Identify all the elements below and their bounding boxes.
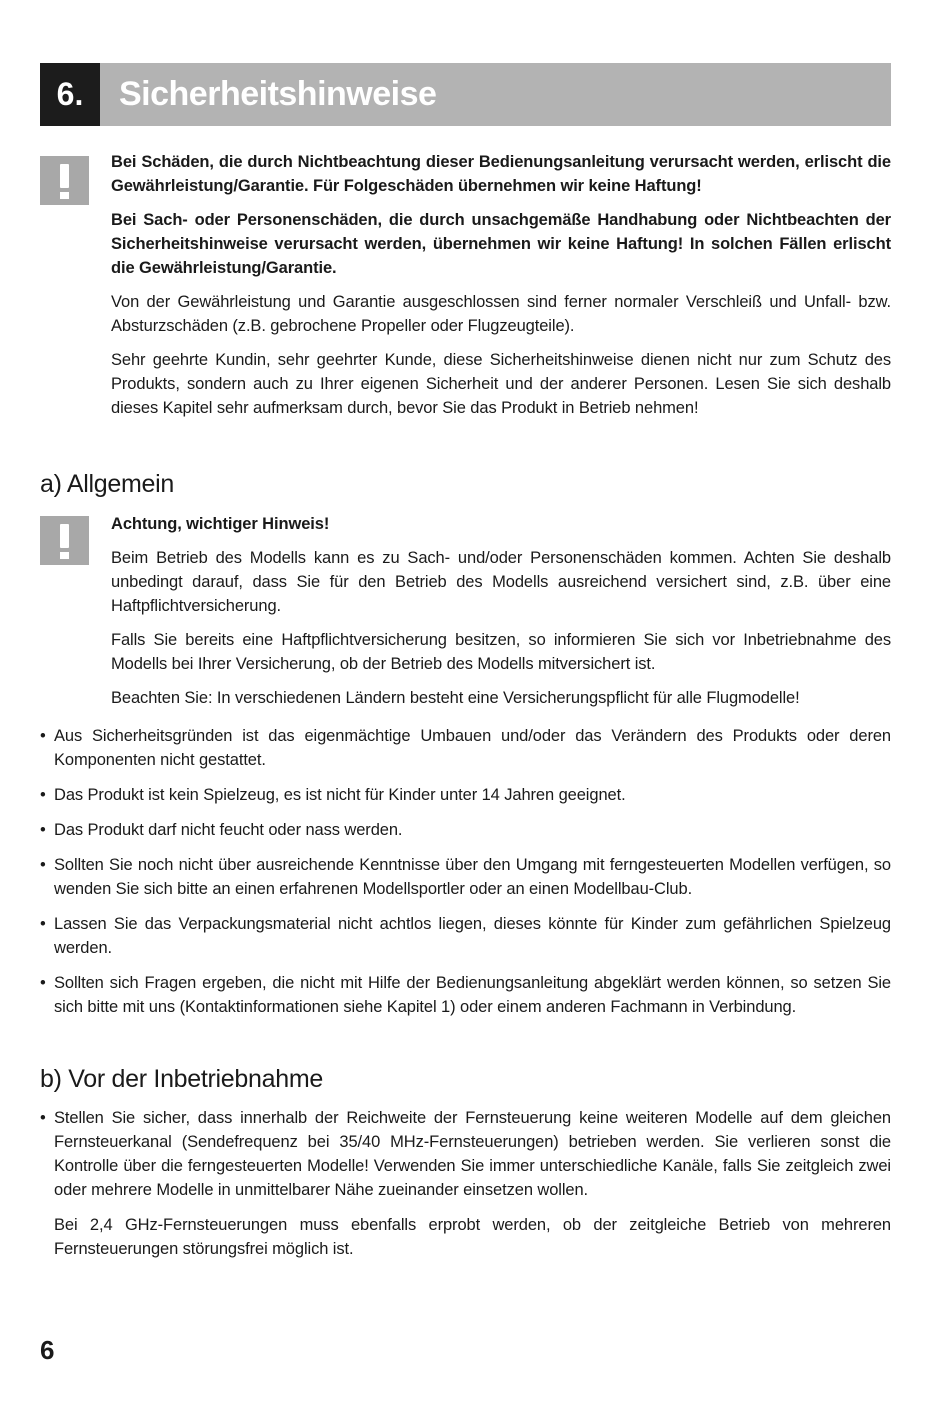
- intro-paragraph: Bei Sach- oder Personenschäden, die durch unsachgemäße Handhabung oder Nichtbeachten der Sicherheitshinweise verursacht werden, übernehmen wir keine Haftung! In solchen Fällen erlischt die Gewährleistung/Garantie.: [111, 211, 891, 277]
- bullet-marker: •: [40, 821, 46, 839]
- bullet-marker: •: [40, 786, 46, 804]
- chapter-header: [40, 63, 891, 126]
- page-number: 6: [40, 1335, 55, 1365]
- list-item-subparagraph: Bei 2,4 GHz-Fernsteuerungen muss ebenfalls erprobt werden, ob der zeitgleiche Betrieb von mehreren Fernsteuerungen störungsfrei möglich ist.: [54, 1216, 891, 1258]
- exclamation-bar: [60, 164, 69, 188]
- exclamation-dot: [60, 552, 69, 559]
- bullet-marker: •: [40, 915, 46, 933]
- list-item: [40, 1106, 891, 1261]
- note-paragraph: Falls Sie bereits eine Haftpflichtversicherung besitzen, so informieren Sie sich vor Inbetriebnahme des Modells bei Ihrer Versicherung, ob der Betrieb des Modells mitversichert ist.: [111, 631, 891, 673]
- intro-paragraph: Bei Schäden, die durch Nichtbeachtung dieser Bedienungsanleitung verursacht werden, erlischt die Gewährleistung/Garantie. Für Folgeschäden übernehmen wir keine Haftung!: [111, 153, 891, 195]
- list-item: [40, 853, 891, 901]
- list-item: [40, 818, 891, 842]
- chapter-title: Sicherheitshinweise: [100, 63, 891, 126]
- note-title: Achtung, wichtiger Hinweis!: [111, 515, 330, 533]
- exclamation-dot: [60, 192, 69, 199]
- note-paragraph: Beim Betrieb des Modells kann es zu Sach- und/oder Personenschäden kommen. Achten Sie deshalb unbedingt darauf, dass Sie für den Betrieb des Modells ausreichend versichert sind, z.B. über eine Haftpflichtversicherung.: [111, 549, 891, 615]
- chapter-number: 6.: [40, 63, 100, 126]
- note-block: [111, 512, 891, 710]
- list-item: [40, 971, 891, 1019]
- list-item: [40, 724, 891, 772]
- exclamation-icon: [40, 156, 89, 205]
- bullet-marker: •: [40, 727, 46, 745]
- list-item-text: Sollten Sie noch nicht über ausreichende Kenntnisse über den Umgang mit ferngesteuerten Modellen verfügen, so wenden Sie sich bitte an einen erfahrenen Modellsportler oder an einen Modellbau-Club.: [54, 856, 891, 898]
- intro-block: [111, 150, 891, 420]
- list-item-text: Das Produkt ist kein Spielzeug, es ist nicht für Kinder unter 14 Jahren geeignet.: [54, 786, 626, 804]
- section-heading-allgemein: a) Allgemein: [40, 470, 174, 498]
- list-item: [40, 912, 891, 960]
- section-heading-inbetriebnahme: b) Vor der Inbetriebnahme: [40, 1065, 323, 1093]
- list-item: [40, 783, 891, 807]
- note-paragraph: Beachten Sie: In verschiedenen Ländern besteht eine Versicherungspflicht für alle Flugmodelle!: [111, 689, 800, 707]
- intro-paragraph: Von der Gewährleistung und Garantie ausgeschlossen sind ferner normaler Verschleiß und Unfall- bzw. Absturzschäden (z.B. gebrochene Propeller oder Flugzeugteile).: [111, 293, 891, 335]
- exclamation-icon: [40, 516, 89, 565]
- list-item-text: Sollten sich Fragen ergeben, die nicht mit Hilfe der Bedienungsanleitung abgeklärt werden können, so setzen Sie sich bitte mit uns (Kontaktinformationen siehe Kapitel 1) oder einem anderen Fachmann in Verbindung.: [54, 974, 891, 1016]
- list-item-text: Stellen Sie sicher, dass innerhalb der Reichweite der Fernsteuerung keine weiteren Modelle auf dem gleichen Fernsteuerkanal (Sendefrequenz bei 35/40 MHz-Fernsteuerungen) betrieben werden. Sie verlieren sonst die Kontrolle über die ferngesteuerten Modelle! Verwenden Sie immer unterschiedliche Kanäle, falls Sie zeitgleich zwei oder mehrere Modelle in unmittelbarer Nähe zueinander einsetzen wollen.: [54, 1109, 891, 1199]
- list-item-text: Lassen Sie das Verpackungsmaterial nicht achtlos liegen, dieses könnte für Kinder zum gefährlichen Spielzeug werden.: [54, 915, 891, 957]
- bullet-marker: •: [40, 974, 46, 992]
- allgemein-bullet-list: [40, 724, 891, 1019]
- exclamation-bar: [60, 524, 69, 548]
- inbetriebnahme-bullet-list: [40, 1106, 891, 1261]
- list-item-text: Aus Sicherheitsgründen ist das eigenmächtige Umbauen und/oder das Verändern des Produkts oder deren Komponenten nicht gestattet.: [54, 727, 891, 769]
- intro-paragraph: Sehr geehrte Kundin, sehr geehrter Kunde, diese Sicherheitshinweise dienen nicht nur zum Schutz des Produkts, sondern auch zu Ihrer eigenen Sicherheit und der anderer Personen. Lesen Sie sich deshalb dieses Kapitel sehr aufmerksam durch, bevor Sie das Produkt in Betrieb nehmen!: [111, 351, 891, 417]
- bullet-marker: •: [40, 856, 46, 874]
- list-item-text: Das Produkt darf nicht feucht oder nass werden.: [54, 821, 403, 839]
- bullet-marker: •: [40, 1109, 46, 1127]
